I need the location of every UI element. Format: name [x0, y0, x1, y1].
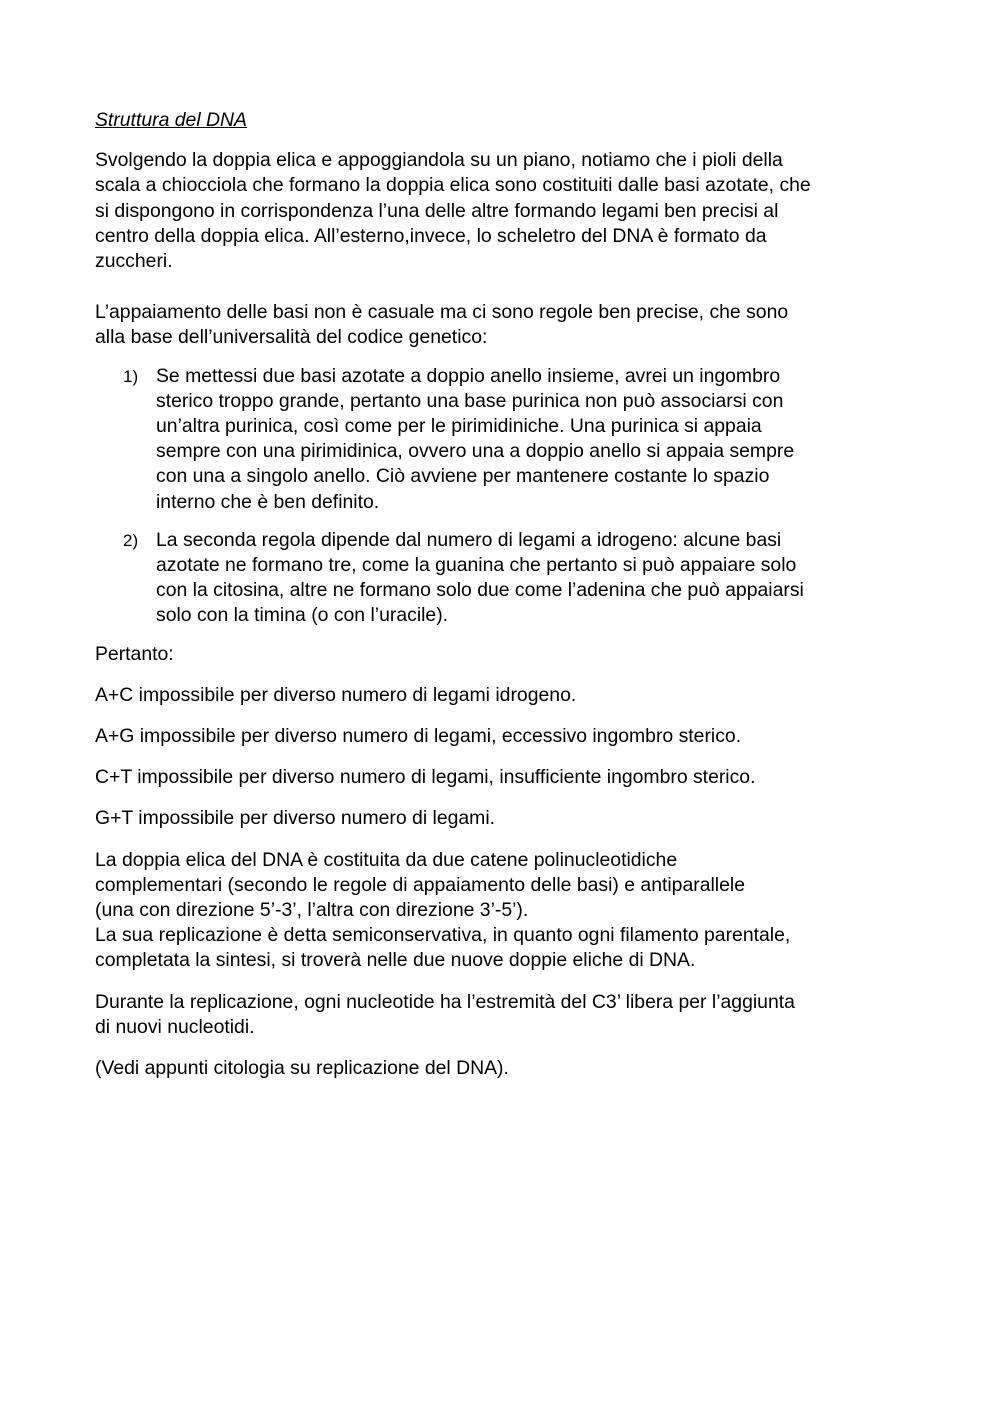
text-line: La sua replicazione è detta semiconservativa, in quanto ogni filamento parentale, — [95, 924, 791, 947]
combination-ct: C+T impossibile per diverso numero di legami, insufficiente ingombro sterico. — [95, 766, 756, 789]
text-line: alla base dell’universalità del codice genetico: — [95, 326, 488, 349]
text-line: con una a singolo anello. Ciò avviene per mantenere costante lo spazio — [156, 465, 770, 488]
combination-gt: G+T impossibile per diverso numero di legami. — [95, 807, 496, 830]
replication-paragraph — [95, 990, 910, 1040]
text-line: azotate ne formano tre, come la guanina che pertanto si può appaiare solo — [156, 554, 797, 577]
text-line: Durante la replicazione, ogni nucleotide ha l’estremità del C3’ libera per l’aggiunta — [95, 990, 795, 1013]
text-line: zuccheri. — [95, 250, 173, 273]
text-line: L’appaiamento delle basi non è casuale ma ci sono regole ben precise, che sono — [95, 301, 789, 324]
rule-item — [123, 528, 910, 629]
text-line: con la citosina, altre ne formano solo due come l’adenina che può appaiarsi — [156, 579, 804, 602]
rule-number: 2) — [123, 530, 139, 550]
rules-list — [95, 364, 910, 629]
helix-paragraph — [95, 848, 910, 974]
text-line: complementari (secondo le regole di appaiamento delle basi) e antiparallele — [95, 873, 745, 896]
text-line: completata la sintesi, si troverà nelle due nuove doppie eliche di DNA. — [95, 949, 696, 972]
text-line: La doppia elica del DNA è costituita da due catene polinucleotidiche — [95, 848, 678, 871]
section-title: Struttura del DNA — [95, 109, 247, 131]
reference-note: (Vedi appunti citologia su replicazione del DNA). — [95, 1057, 509, 1080]
text-line: sterico troppo grande, pertanto una base purinica non può associarsi con — [156, 389, 784, 412]
document-page — [95, 108, 910, 1081]
text-line: solo con la timina (o con l’uracile). — [156, 604, 449, 627]
rule-number: 1) — [123, 366, 139, 386]
combination-ac: A+C impossibile per diverso numero di legami idrogeno. — [95, 683, 577, 706]
intro-paragraph — [95, 148, 910, 274]
pertanto-label: Pertanto: — [95, 642, 174, 665]
text-line: (una con direzione 5’-3’, l’altra con direzione 3’-5’). — [95, 899, 529, 922]
text-line: centro della doppia elica. All’esterno,invece, lo scheletro del DNA è formato da — [95, 224, 767, 247]
text-line: Se mettessi due basi azotate a doppio anello insieme, avrei un ingombro — [156, 364, 781, 387]
text-line: La seconda regola dipende dal numero di legami a idrogeno: alcune basi — [156, 528, 782, 551]
combination-ag: A+G impossibile per diverso numero di legami, eccessivo ingombro sterico. — [95, 725, 742, 748]
pairing-paragraph — [95, 300, 910, 350]
text-line: scala a chiocciola che formano la doppia elica sono costituiti dalle basi azotate, che — [95, 174, 811, 197]
text-line: sempre con una pirimidinica, ovvero una a doppio anello si appaia sempre — [156, 440, 795, 463]
paragraph-gap — [95, 274, 910, 300]
rule-item — [123, 364, 910, 515]
text-line: un’altra purinica, così come per le pirimidiniche. Una purinica si appaia — [156, 415, 762, 438]
text-line: di nuovi nucleotidi. — [95, 1015, 255, 1038]
text-line: si dispongono in corrispondenza l’una delle altre formando legami ben precisi al — [95, 199, 779, 222]
text-line: Svolgendo la doppia elica e appoggiandola su un piano, notiamo che i pioli della — [95, 149, 783, 172]
text-line: interno che è ben definito. — [156, 490, 380, 513]
